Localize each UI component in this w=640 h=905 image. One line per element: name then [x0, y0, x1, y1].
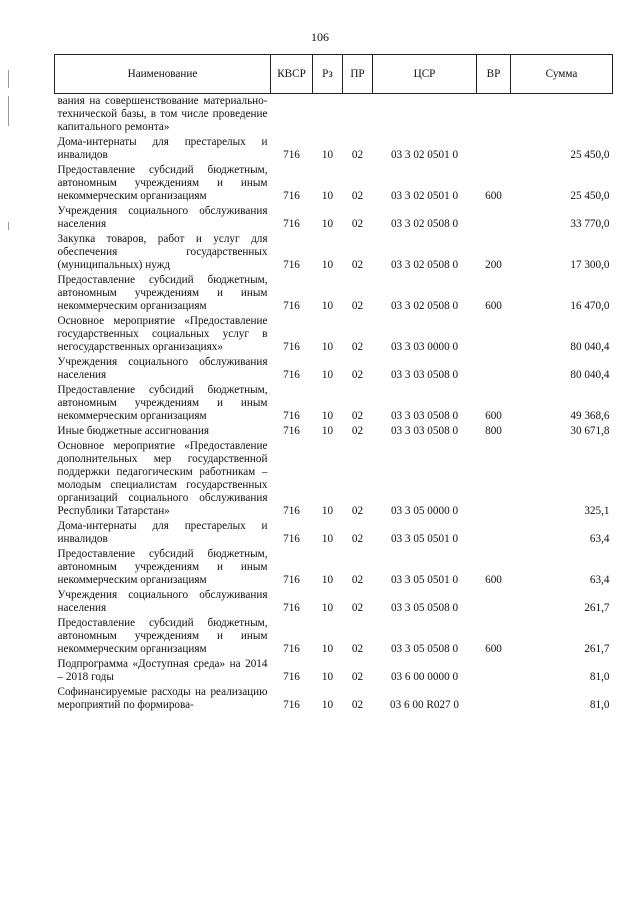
- cell-vr: 600: [485, 190, 502, 202]
- cell-sum: 80 040,4: [570, 341, 610, 353]
- cell-name: Иные бюджетные ассигнования: [57, 425, 209, 437]
- cell-rz: 10: [321, 671, 334, 683]
- cell-csr: 03 3 05 0508 0: [390, 602, 459, 614]
- cell-csr: 03 6 00 R027 0: [390, 699, 459, 711]
- cell-rz: 10: [321, 300, 334, 312]
- cell-name: Софинансируемые расходы на реализацию мероприятий по формирова-: [57, 686, 268, 711]
- cell-rz: 10: [321, 505, 334, 517]
- cell-name: Предоставление субсидий бюджетным, автономным учреждениям и иным некоммерческим организациям: [57, 617, 268, 655]
- cell-pr: 02: [351, 369, 364, 381]
- table-row: [55, 162, 613, 203]
- cell-kvsr: 716: [283, 300, 300, 312]
- cell-csr: 03 3 03 0508 0: [390, 410, 459, 422]
- cell-csr: 03 3 02 0501 0: [390, 149, 459, 161]
- cell-vr: [477, 203, 511, 231]
- cell-pr: 02: [351, 671, 364, 683]
- cell-rz: 10: [321, 218, 334, 230]
- cell-sum: 80 040,4: [570, 369, 610, 381]
- cell-sum: 25 450,0: [570, 149, 610, 161]
- header-pr: ПР: [343, 55, 373, 94]
- cell-pr: 02: [351, 602, 364, 614]
- cell-vr: [477, 134, 511, 162]
- cell-name: Учреждения социального обслуживания населения: [57, 356, 268, 381]
- cell-kvsr: 716: [283, 574, 300, 586]
- table-row: [55, 518, 613, 546]
- cell-vr: 600: [485, 574, 502, 586]
- cell-name: Предоставление субсидий бюджетным, автономным учреждениям и иным некоммерческим организациям: [57, 274, 268, 312]
- cell-rz: 10: [321, 533, 334, 545]
- cell-pr: 02: [351, 190, 364, 202]
- cell-sum: 81,0: [589, 699, 610, 711]
- cell-pr: 02: [351, 218, 364, 230]
- cell-pr: 02: [351, 410, 364, 422]
- cell-pr: 02: [351, 643, 364, 655]
- cell-pr: 02: [351, 533, 364, 545]
- cell-name: Дома-интернаты для престарелых и инвалидов: [57, 136, 268, 161]
- cell-kvsr: 716: [283, 425, 300, 437]
- cell-sum: 63,4: [589, 533, 610, 545]
- cell-pr: 02: [351, 259, 364, 271]
- table-row: [55, 203, 613, 231]
- cell-sum: 49 368,6: [570, 410, 610, 422]
- cell-kvsr: 716: [283, 643, 300, 655]
- cell-rz: 10: [321, 699, 334, 711]
- cell-kvsr: 716: [283, 190, 300, 202]
- cell-rz: 10: [321, 190, 334, 202]
- cell-kvsr: 716: [283, 369, 300, 381]
- cell-pr: 02: [351, 505, 364, 517]
- cell-kvsr: 716: [283, 602, 300, 614]
- cell-sum: 33 770,0: [570, 218, 610, 230]
- cell-vr: 600: [485, 410, 502, 422]
- cell-pr: 02: [351, 149, 364, 161]
- cell-csr: 03 3 02 0508 0: [390, 218, 459, 230]
- cell-kvsr: 716: [283, 533, 300, 545]
- cell-sum: 81,0: [589, 671, 610, 683]
- cell-rz: 10: [321, 341, 334, 353]
- table-row: [55, 615, 613, 656]
- cell-csr: 03 3 05 0508 0: [390, 643, 459, 655]
- table-row: [55, 546, 613, 587]
- cell-rz: 10: [321, 149, 334, 161]
- cell-kvsr: 716: [283, 218, 300, 230]
- header-rz: Рз: [313, 55, 343, 94]
- cell-sum: 16 470,0: [570, 300, 610, 312]
- cell-rz: 10: [321, 259, 334, 271]
- cell-csr: 03 3 03 0508 0: [390, 425, 459, 437]
- table-row: [55, 438, 613, 518]
- cell-csr: 03 3 05 0501 0: [390, 574, 459, 586]
- cell-vr: [477, 438, 511, 518]
- cell-vr: [477, 518, 511, 546]
- cell-rz: 10: [321, 369, 334, 381]
- cell-csr: 03 3 02 0508 0: [390, 259, 459, 271]
- table-row: [55, 231, 613, 272]
- table-row: [55, 423, 613, 438]
- header-name: Наименование: [55, 55, 271, 94]
- header-kvsr: КВСР: [271, 55, 313, 94]
- header-csr: ЦСР: [373, 55, 477, 94]
- cell-rz: 10: [321, 574, 334, 586]
- cell-sum: 63,4: [589, 574, 610, 586]
- cell-sum: 17 300,0: [570, 259, 610, 271]
- cell-csr: 03 3 05 0000 0: [390, 505, 459, 517]
- cell-pr: 02: [351, 300, 364, 312]
- cell-name: Учреждения социального обслуживания населения: [57, 205, 268, 230]
- cell-pr: 02: [351, 341, 364, 353]
- table-row: [55, 354, 613, 382]
- cell-name: Учреждения социального обслуживания населения: [57, 589, 268, 614]
- cell-vr: [477, 313, 511, 354]
- cell-sum: 261,7: [584, 602, 610, 614]
- margin-scan-mark: [8, 96, 9, 126]
- cell-csr: 03 3 03 0000 0: [390, 341, 459, 353]
- cell-rz: 10: [321, 425, 334, 437]
- cell-kvsr: 716: [283, 671, 300, 683]
- table-row: [55, 656, 613, 684]
- cell-csr: 03 3 02 0508 0: [390, 300, 459, 312]
- header-sum: Сумма: [511, 55, 613, 94]
- table-row: [55, 587, 613, 615]
- cell-sum: 30 671,8: [570, 425, 610, 437]
- table-row: [55, 134, 613, 162]
- cell-csr: 03 3 03 0508 0: [390, 369, 459, 381]
- cell-vr: 800: [485, 425, 502, 437]
- cell-csr: 03 3 02 0501 0: [390, 190, 459, 202]
- table-row: [55, 272, 613, 313]
- cell-pr: 02: [351, 425, 364, 437]
- cell-name: Подпрограмма «Доступная среда» на 2014 – 2018 годы: [57, 658, 268, 683]
- budget-table: [54, 54, 613, 712]
- cell-vr: [477, 684, 511, 712]
- continuation-row: [55, 94, 613, 135]
- cell-sum: 325,1: [584, 505, 610, 517]
- cell-name: Основное мероприятие «Предоставление государственных социальных услуг в негосударственных организациях»: [57, 315, 268, 353]
- table-header-row: [55, 55, 613, 94]
- cell-vr: [477, 354, 511, 382]
- cell-name: Предоставление субсидий бюджетным, автономным учреждениям и иным некоммерческим организациям: [57, 164, 268, 202]
- cell-vr: 600: [485, 300, 502, 312]
- cell-rz: 10: [321, 602, 334, 614]
- table-row: [55, 313, 613, 354]
- cell-kvsr: 716: [283, 410, 300, 422]
- table-row: [55, 382, 613, 423]
- cell-name: Предоставление субсидий бюджетным, автономным учреждениям и иным некоммерческим организациям: [57, 548, 268, 586]
- cell-csr: 03 3 05 0501 0: [390, 533, 459, 545]
- cell-kvsr: 716: [283, 699, 300, 711]
- cell-name: Основное мероприятие «Предоставление дополнительных мер государственной поддержки педагогическим работникам – молодым специалистам государственных организаций социального обслуживания Республики Татарстан»: [57, 440, 268, 517]
- cell-kvsr: 716: [283, 149, 300, 161]
- cell-vr: 200: [485, 259, 502, 271]
- cell-csr: 03 6 00 0000 0: [390, 671, 459, 683]
- cell-name: Дома-интернаты для престарелых и инвалидов: [57, 520, 268, 545]
- cell-vr: [477, 656, 511, 684]
- cell-kvsr: 716: [283, 505, 300, 517]
- cell-sum: 261,7: [584, 643, 610, 655]
- cell-pr: 02: [351, 699, 364, 711]
- cell-rz: 10: [321, 643, 334, 655]
- table-row: [55, 684, 613, 712]
- continuation-text: вания на совершенствование материально-технической базы, в том числе проведение капитального ремонта»: [57, 95, 268, 133]
- margin-scan-mark: [8, 70, 9, 88]
- cell-sum: 25 450,0: [570, 190, 610, 202]
- cell-pr: 02: [351, 574, 364, 586]
- cell-name: Закупка товаров, работ и услуг для обеспечения государственных (муниципальных) нужд: [57, 233, 268, 271]
- cell-rz: 10: [321, 410, 334, 422]
- cell-kvsr: 716: [283, 341, 300, 353]
- margin-scan-mark: [8, 222, 9, 230]
- header-vr: ВР: [477, 55, 511, 94]
- page-number: 106: [311, 30, 329, 44]
- cell-vr: 600: [485, 643, 502, 655]
- cell-name: Предоставление субсидий бюджетным, автономным учреждениям и иным некоммерческим организациям: [57, 384, 268, 422]
- cell-kvsr: 716: [283, 259, 300, 271]
- cell-vr: [477, 587, 511, 615]
